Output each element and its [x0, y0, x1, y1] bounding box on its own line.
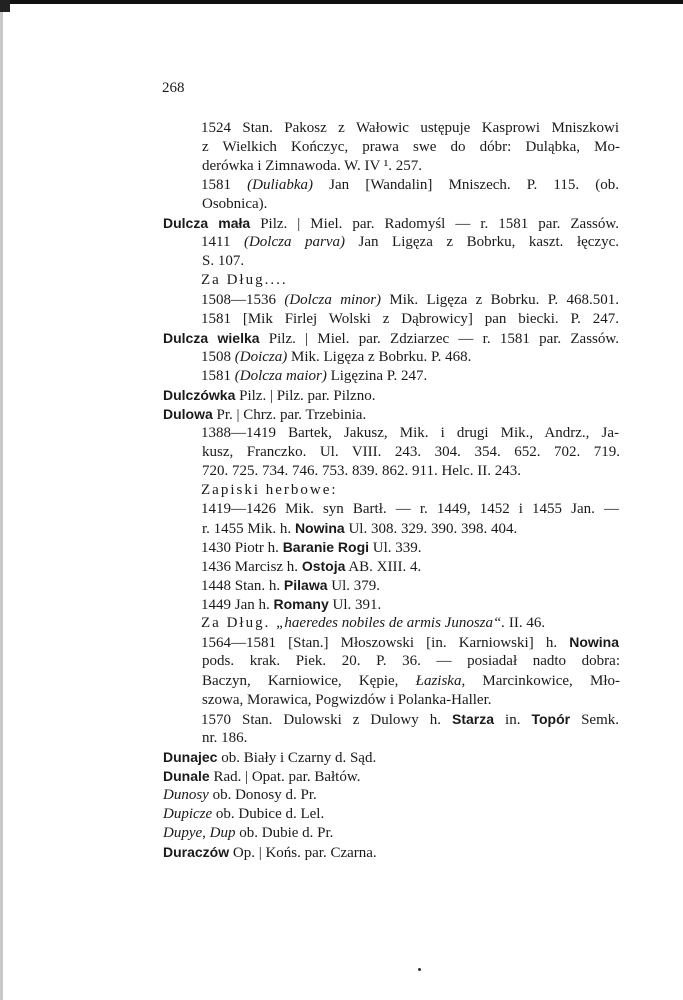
text-line: [201, 367, 427, 386]
text-line: [201, 710, 619, 730]
text-run: 1581: [201, 367, 235, 384]
text-line: [163, 329, 619, 349]
text-line: [201, 557, 421, 577]
text-run: Ul. 391.: [328, 597, 382, 614]
text-run: Jan [Wandalin] Mniszech. P. 115. (ob.: [313, 177, 620, 194]
text-run: 1564—1581 [Stan.] Młoszowski [in. Karniowski] h.: [201, 635, 570, 652]
text-run: 720. 725. 734. 746. 753. 839. 862. 911. Helc. II. 243.: [202, 462, 521, 479]
text-line: [163, 786, 317, 805]
text-line: [201, 271, 288, 290]
text-line: [202, 443, 620, 462]
text-run: S. 107.: [202, 253, 245, 270]
text-line: [201, 119, 619, 138]
text-run: 1581 [Mik Firlej Wolski z Dąbrowicy] pan biecki. P. 247.: [201, 310, 619, 327]
entry-heading: Dulcza wielka: [163, 329, 260, 346]
scan-corner-mark: [0, 0, 10, 12]
text-run: Ul. 339.: [369, 540, 422, 557]
text-run: 1448 Stan. h.: [201, 578, 284, 595]
text-line: [201, 310, 619, 329]
text-line: [201, 424, 619, 443]
entry-heading: Nowina: [569, 634, 619, 651]
text-run: pods. krak. Piek. 20. P. 36. — posiadał nadto dobra:: [202, 653, 620, 670]
entry-heading: Dulczówka: [163, 386, 236, 403]
text-line: [201, 500, 619, 519]
entry-heading: Starza: [452, 710, 495, 727]
italic-term: Łaziska: [415, 672, 462, 689]
entry-heading: Pilawa: [283, 577, 328, 594]
entry-heading: Dulcza mała: [163, 215, 251, 232]
text-run: 1419—1426 Mik. syn Bartł. — r. 1449, 1452 i 1455 Jan. —: [201, 501, 619, 517]
entry-heading: Romany: [273, 596, 329, 613]
text-run: Ul. 308. 329. 390. 398. 404.: [344, 521, 518, 538]
italic-term: (Dolcza maior): [234, 367, 327, 384]
text-line: [201, 538, 422, 558]
text-line: [201, 595, 381, 615]
text-line: [202, 157, 422, 176]
scan-speck: [418, 968, 421, 971]
text-line: [163, 386, 375, 406]
text-run: Pilz. | Miel. par. Zdziarzec — r. 1581 par. Zassów.: [259, 330, 619, 347]
italic-term: (Duliabka): [247, 177, 313, 194]
scan-edge-top: [0, 0, 683, 4]
text-line: [163, 214, 619, 234]
text-run: II. 46.: [505, 615, 546, 632]
text-run: ,: [202, 824, 210, 841]
text-run: Pilz. | Miel. par. Radomyśl — r. 1581 par. Zassów.: [250, 216, 619, 233]
entry-heading: Duraczów: [163, 843, 230, 860]
text-run: AB. XIII. 4.: [345, 559, 422, 576]
entry-heading: Dunajec: [163, 748, 218, 765]
text-run: 1581: [201, 177, 248, 194]
italic-term: (Dolcza minor): [284, 291, 382, 308]
text-line: [202, 691, 492, 710]
entry-heading: Topór: [531, 710, 571, 727]
text-run: Ligęzina P. 247.: [326, 367, 428, 384]
text-line: [202, 195, 267, 214]
text-line: [202, 252, 244, 271]
text-line: [201, 614, 545, 633]
text-run: Za Dług....: [201, 272, 288, 289]
text-run: Osobnica).: [202, 196, 268, 213]
text-run: Semk.: [570, 711, 619, 728]
text-run: Ul. 379.: [327, 578, 381, 595]
scan-edge-left: [0, 0, 3, 1000]
text-run: 1524 Stan. Pakosz z Wałowic ustępuje Kasprowi Mniszkowi: [201, 120, 619, 136]
text-run: , Marcinkowice, Mło-: [461, 672, 620, 689]
text-run: Op. | Końs. par. Czarna.: [229, 844, 377, 861]
text-run: kusz, Franczko. Ul. VIII. 243. 304. 354. 652. 702. 719.: [202, 443, 620, 460]
text-run: 1388—1419 Bartek, Jakusz, Mik. i drugi Mik., Andrz., Ja-: [201, 424, 619, 441]
text-run: Jan Ligęza z Bobrku, kaszt. łęczyc.: [345, 234, 620, 251]
italic-term: (Dolcza parva): [243, 234, 345, 251]
entry-heading: Ostoja: [301, 558, 346, 575]
entry-heading: Baranie Rogi: [282, 539, 370, 556]
text-line: [163, 405, 366, 425]
text-line: [163, 748, 376, 768]
text-run: Zapiski herbowe:: [201, 481, 338, 498]
text-run: nr. 186.: [202, 729, 248, 746]
text-run: Mik. Ligęza z Bobrku. P. 468.501.: [381, 291, 620, 308]
text-line: [163, 767, 360, 787]
text-line: [202, 519, 517, 539]
text-run: in.: [494, 711, 532, 728]
text-run: Rad. | Opat. par. Bałtów.: [209, 768, 361, 785]
text-run: szowa, Morawica, Pogwizdów i Polanka-Haller.: [202, 691, 492, 708]
text-run: 1411: [201, 234, 244, 251]
text-run: derówka i Zimnawoda. W. IV ¹. 257.: [202, 158, 423, 175]
text-line: [202, 672, 620, 691]
text-line: [201, 576, 380, 596]
text-run: 1449 Jan h.: [201, 597, 274, 614]
text-line: [201, 233, 619, 252]
text-line: [201, 348, 471, 367]
text-line: [163, 805, 324, 824]
text-line: [202, 462, 521, 481]
text-run: Pilz. | Pilz. par. Pilzno.: [235, 387, 376, 404]
entry-heading: Nowina: [294, 520, 345, 537]
text-line: [201, 291, 619, 310]
text-run: Mik. Ligęza z Bobrku. P. 468.: [287, 348, 472, 365]
text-line: [202, 138, 620, 157]
text-run: ob. Dubice d. Lel.: [212, 805, 325, 822]
text-run: 1436 Marcisz h.: [201, 559, 302, 576]
text-line: [201, 633, 619, 653]
text-run: 1570 Stan. Dulowski z Dulowy h.: [201, 711, 452, 728]
text-run: Za Dług.: [201, 615, 277, 632]
italic-term: (Doicza): [234, 348, 288, 365]
text-run: z Wielkich Kończyc, prawa swe do dóbr: Duląbka, Mo-: [202, 139, 620, 156]
text-run: ob. Dubie d. Pr.: [235, 824, 334, 841]
text-run: ob. Donosy d. Pr.: [208, 786, 317, 803]
text-line: [201, 481, 338, 500]
italic-term: Dunosy: [163, 786, 209, 803]
text-run: 1430 Piotr h.: [201, 540, 283, 557]
text-line: [201, 176, 619, 195]
text-run: ob. Biały i Czarny d. Sąd.: [217, 749, 377, 766]
text-line: [163, 843, 377, 863]
italic-term: Dupicze: [163, 805, 213, 822]
text-line: [163, 824, 333, 843]
text-run: r. 1455 Mik. h.: [202, 521, 295, 538]
entry-heading: Dunale: [163, 767, 210, 784]
entry-heading: Dulowa: [163, 405, 213, 422]
page-number: 268: [162, 80, 185, 96]
text-line: [202, 652, 620, 671]
italic-term: „haeredes nobiles de armis Junosza“.: [276, 615, 506, 632]
text-run: 1508—1536: [201, 291, 285, 308]
text-run: Baczyn, Karniowice, Kępie,: [202, 672, 416, 689]
italic-term: Dupye: [163, 824, 203, 841]
italic-term: Dup: [209, 824, 236, 841]
text-line: [202, 729, 247, 748]
text-run: Pr. | Chrz. par. Trzebinia.: [212, 406, 367, 423]
text-run: 1508: [201, 348, 235, 365]
